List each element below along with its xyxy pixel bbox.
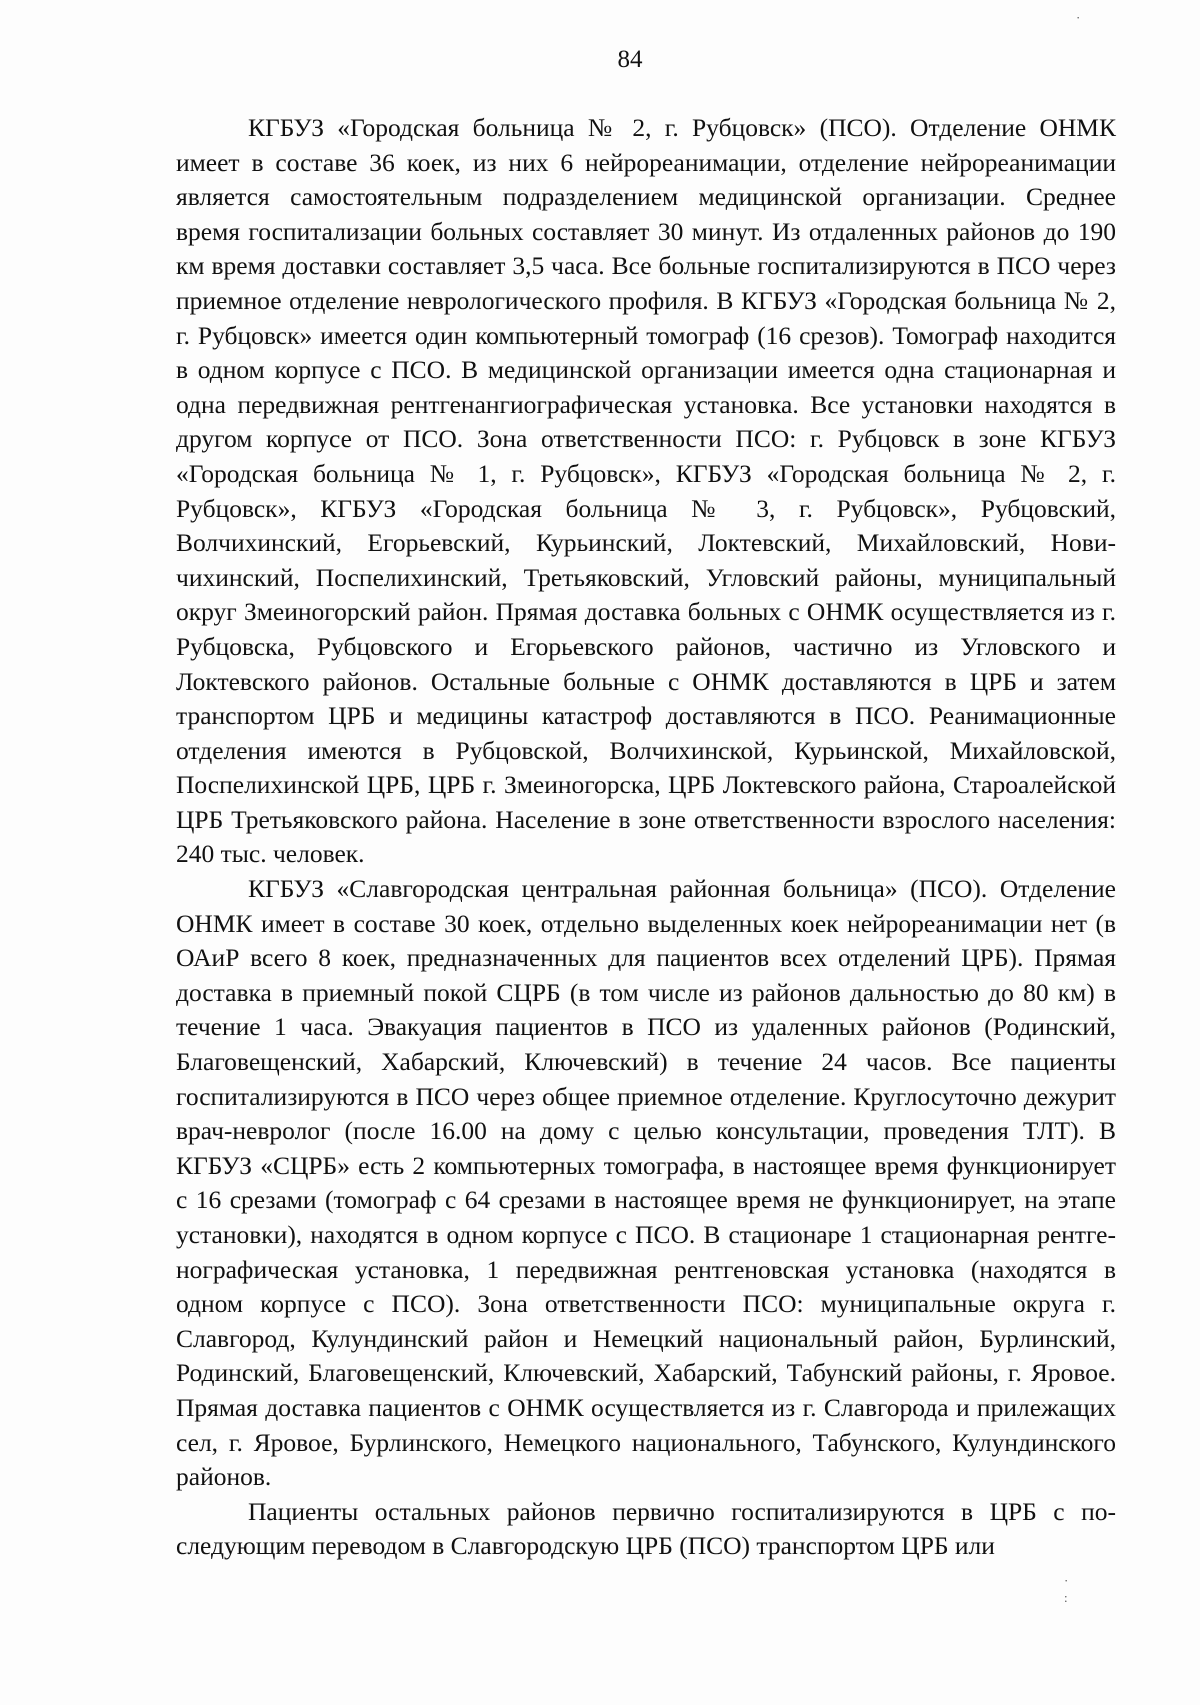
paragraph-slavgorod-hospital: КГБУЗ «Славгородская центральная районная больница» (ПСО). Отделение ОНМК имеет в составе 30 коек, отдельно выделенных коек нейрореанимации нет (в ОАиР всего 8 коек, предназначенных для пациентов всех отделений ЦРБ). Прямая доставка в приемный покой СЦРБ (в том числе из районов дальностью до 80 км) в течение 1 часа. Эвакуация пациентов в ПСО из удаленных районов (Родинский, Благовещенский, Хабарский, Ключевский) в течение 24 часов. Все пациенты госпитализируются в ПСО через общее приемное отделение. Круглосуточно дежурит врач-невролог (после 16.00 на дому с целью консультации, проведения ТЛТ). В КГБУЗ «СЦРБ» есть 2 компьютерных томографа, в настоящее время функционирует с 16 срезами (томограф с 64 срезами в настоящее время не функционирует, на этапе установки), находятся в одном корпусе с ПСО. В стационаре 1 стационарная рентгенографическая установка, 1 передвижная рентгеновская установка (находятся в одном корпусе с ПСО). Зона ответственности ПСО: муниципальные округа г. Славгород, Кулундинский район и Немецкий национальный район, Бурлинский, Родинский, Благовещенский, Ключевский, Хабарский, Табунский районы, г. Яровое. Прямая доставка пациентов с ОНМК осуществляется из г. Славгорода и прилежащих сел, г. Яровое, Бурлинского, Немецкого национального, Табунского, Кулундинского районов.	[176, 874, 1116, 1492]
paragraph-rubtsovsk-hospital: КГБУЗ «Городская больница № 2, г. Рубцовск» (ПСО). Отделение ОНМК имеет в составе 36 коек, из них 6 нейрореанимации, отделение нейрореанимации является самостоятельным подразделением медицинской организации. Среднее время госпитализации больных составляет 30 минут. Из отдаленных районов до 190 км время доставки составляет 3,5 часа. Все больные госпитализируются в ПСО через приемное отделение неврологического профиля. В КГБУЗ «Городская больница № 2, г. Рубцовск» имеется один компьютерный томограф (16 срезов). Томограф находится в одном корпусе с ПСО. В медицинской организации имеется одна стационарная и одна передвижная рентгенангиографическая установка. Все установки находятся в другом корпусе от ПСО. Зона ответственности ПСО: г. Рубцовск в зоне КГБУЗ «Городская больница № 1, г. Рубцовск», КГБУЗ «Городская больница № 2, г. Рубцовск», КГБУЗ «Городская больница № 3, г. Рубцовск», Рубцовский, Волчихинский, Егорьевский, Курьинский, Локтевский, Михайловский, Новичихинский, Поспелихинский, Третьяковский, Угловский районы, муниципальный округ Змеиногорский район. Прямая доставка больных с ОНМК осуществляется из г. Рубцовска, Рубцовского и Егорьевского районов, частично из Угловского и Локтевского районов. Остальные больные с ОНМК доставляются в ЦРБ и затем транспортом ЦРБ и медицины катастроф доставляются в ПСО. Реанимационные отделения имеются в Рубцовской, Волчихинской, Курьинской, Михайловской, Поспелихинской ЦРБ, ЦРБ г. Змеиногорска, ЦРБ Локтевского района, Староалейской ЦРБ Третьяковского района. Население в зоне ответственности взрослого населения: 240 тыс. человек.	[176, 113, 1116, 869]
scan-speck: :	[1064, 1590, 1068, 1605]
text-body	[176, 111, 1116, 1564]
page-number: 84	[617, 46, 643, 73]
scan-speck: ·	[1064, 1573, 1069, 1588]
scan-speck: ·	[1076, 10, 1081, 25]
paragraph-other-districts: Пациенты остальных районов первично госпитализируются в ЦРБ с последующим переводом в Славгородскую ЦРБ (ПСО) транспортом ЦРБ или	[176, 1496, 1116, 1561]
